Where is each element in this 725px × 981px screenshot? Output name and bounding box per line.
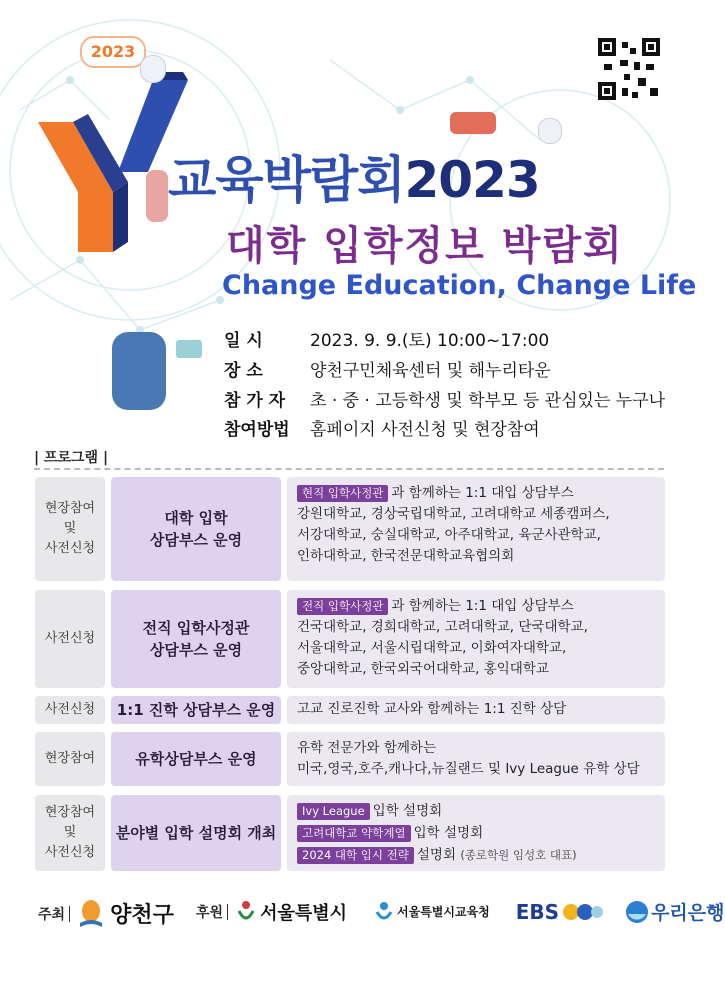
qr-code-icon	[598, 38, 660, 100]
robot-icon	[538, 118, 562, 144]
info-method	[224, 415, 540, 440]
program-type	[35, 590, 105, 688]
program-type-text: 현장참여 및 사전신청	[44, 805, 96, 860]
program-detail	[287, 590, 665, 688]
program-name	[111, 696, 281, 724]
host-label: 주최	[38, 906, 66, 923]
books-illustration	[176, 340, 202, 358]
program-heading: | 프로그램 |	[34, 450, 109, 466]
student-with-vr-illustration	[112, 332, 166, 410]
year-badge: 2023	[80, 36, 146, 68]
program-name-text: 대학 입학 상담부스 운영	[149, 509, 243, 549]
program-tag: 고려대학교 약학계열	[297, 825, 411, 842]
seoul-education-logo-icon	[375, 900, 393, 924]
program-type	[35, 795, 105, 871]
main-title-year: 2023	[404, 151, 540, 209]
program-row	[35, 696, 665, 724]
info-value: 양천구민체육센터 및 해누리타운	[310, 361, 551, 381]
info-key: 장 소	[224, 361, 263, 381]
program-type-text: 사전신청	[44, 631, 96, 646]
sponsor-woori: 우리은행	[651, 902, 725, 924]
program-lead: 과 함께하는 1:1 대입 상담부스	[391, 485, 574, 501]
info-place	[224, 356, 551, 381]
program-name-text: 분야별 입학 설명회 개최	[115, 824, 277, 842]
program-line: 서울대학교, 서울시립대학교, 이화여자대학교,	[297, 640, 567, 656]
program-line: 중앙대학교, 한국외국어대학교, 홍익대학교	[297, 661, 549, 677]
program-item-text: 입학 설명회	[413, 825, 484, 841]
program-name	[111, 732, 281, 786]
program-type-text: 현장참여 및 사전신청	[44, 501, 96, 556]
main-title-text: 교육박람회	[168, 151, 405, 209]
info-value: 2023. 9. 9.(토) 10:00~17:00	[310, 331, 550, 351]
program-item-text: 설명회	[416, 847, 457, 863]
student-on-pencil-illustration	[450, 112, 496, 134]
program-name	[111, 477, 281, 581]
program-tag: Ivy League	[297, 803, 370, 820]
info-value: 초 · 중 · 고등학생 및 학부모 등 관심있는 누구나	[310, 391, 666, 411]
info-key: 참 가 자	[224, 391, 286, 411]
program-type	[35, 696, 105, 724]
program-type-text: 사전신청	[44, 702, 96, 717]
program-row	[35, 795, 665, 871]
program-name	[111, 795, 281, 871]
program-line: 유학 전문가와 함께하는	[297, 740, 436, 756]
program-type	[35, 732, 105, 786]
student-illustration	[146, 170, 168, 222]
yangcheon-logo-icon	[78, 899, 104, 929]
y-logo-graphic	[38, 72, 188, 262]
sponsor-seoul-edu: 서울특별시교육청	[397, 905, 490, 919]
sponsor-label: 후원	[196, 904, 224, 921]
sponsor-divider	[227, 904, 228, 920]
seoul-logo-icon	[236, 899, 256, 925]
program-tag: 전직 입학사정관	[297, 598, 388, 615]
footer-host	[38, 898, 174, 929]
main-title	[168, 140, 540, 212]
info-date	[224, 326, 549, 351]
program-type	[35, 477, 105, 581]
program-line: 건국대학교, 경희대학교, 고려대학교, 단국대학교,	[297, 619, 588, 635]
program-detail	[287, 795, 665, 871]
program-detail	[287, 696, 665, 724]
program-line: 강원대학교, 경상국립대학교, 고려대학교 세종캠퍼스,	[297, 506, 610, 522]
program-line: 인하대학교, 한국전문대학교육협의회	[297, 548, 515, 564]
woori-bank-logo-icon	[625, 900, 649, 924]
program-row	[35, 590, 665, 688]
program-lead: 고교 진로진학 교사와 함께하는 1:1 진학 상담	[297, 701, 567, 717]
program-item-text: 입학 설명회	[372, 803, 443, 819]
program-detail	[287, 732, 665, 786]
program-name	[111, 590, 281, 688]
info-value: 홈페이지 사전신청 및 현장참여	[310, 420, 540, 440]
program-tag: 현직 입학사정관	[297, 485, 388, 502]
program-line: 서강대학교, 숭실대학교, 아주대학교, 육군사관학교,	[297, 527, 601, 543]
slogan: Change Education, Change Life	[222, 270, 697, 301]
host-divider	[69, 906, 70, 922]
program-row	[35, 732, 665, 786]
program-name-text: 1:1 진학 상담부스 운영	[116, 701, 276, 719]
info-key: 참여방법	[224, 420, 290, 440]
footer-sponsors	[196, 898, 725, 925]
divider	[34, 468, 664, 470]
program-type-text: 현장참여	[44, 751, 96, 766]
sponsor-seoul: 서울특별시	[260, 902, 348, 924]
program-lead: 과 함께하는 1:1 대입 상담부스	[391, 598, 574, 614]
robot-icon	[140, 55, 166, 83]
program-line: 미국,영국,호주,캐나다,뉴질랜드 및 Ivy League 유학 상담	[297, 761, 640, 777]
program-name-text: 유학상담부스 운영	[135, 750, 257, 768]
info-participants	[224, 386, 665, 411]
sponsor-ebs: EBS	[515, 899, 560, 924]
program-item-note: (종로학원 임성호 대표)	[460, 848, 577, 862]
program-name-text: 전직 입학사정관 상담부스 운영	[142, 619, 250, 659]
info-key: 일 시	[224, 331, 263, 351]
host-name: 양천구	[110, 903, 174, 928]
program-tag: 2024 대학 입시 전략	[297, 847, 414, 864]
program-detail	[287, 477, 665, 581]
program-row	[35, 477, 665, 581]
ebs-logo-icon	[563, 900, 603, 924]
sub-title: 대학 입학정보 박람회	[226, 223, 624, 269]
